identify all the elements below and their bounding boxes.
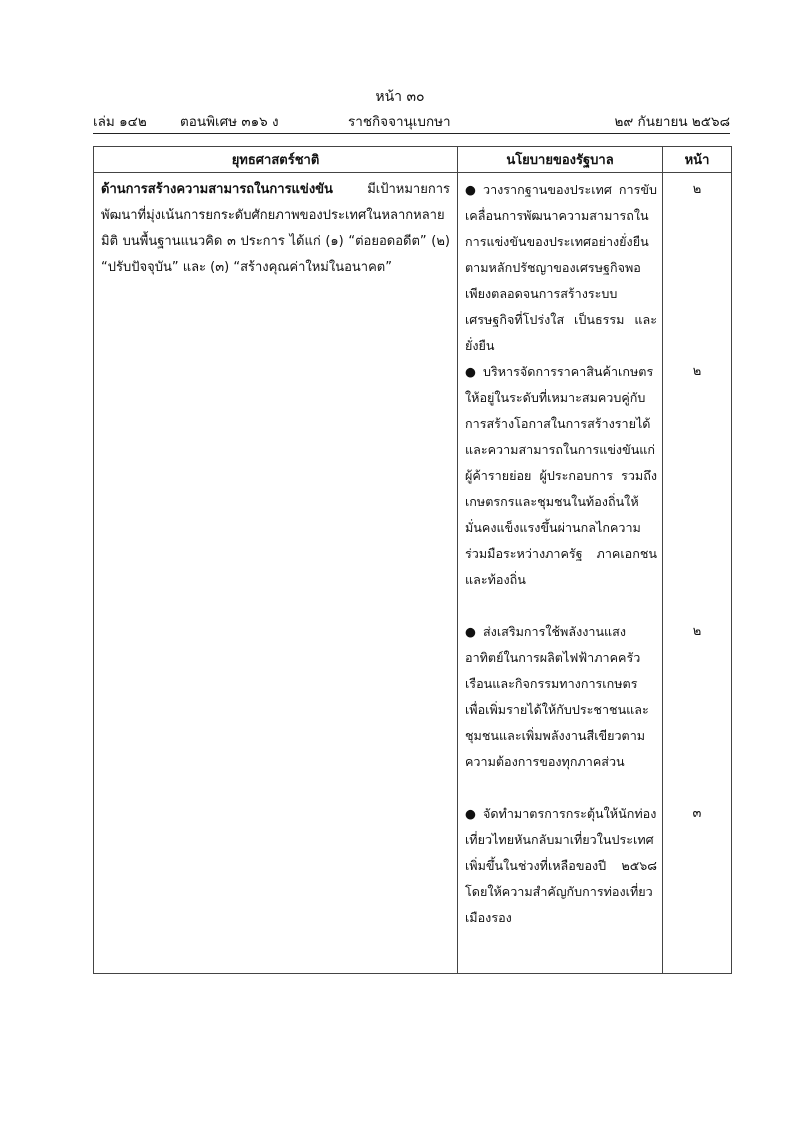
page-cell [663,173,732,974]
strategy-text: มีเป้าหมายการพัฒนาที่มุ่งเน้นการยกระดับศักยภาพของประเทศในหลากหลายมิติ บนพื้นฐานแนวคิด ๓ ประการ ได้แก่ (๑) “ต่อยอดอดีต” (๒) “ปรับปัจจุบัน” และ (๓) “สร้างคุณค่าใหม่ในอนาคต” [101,182,450,275]
volume-label: เล่ม ๑๔๒ [93,114,147,130]
strategy-lead: ด้านการสร้างความสามารถในการแข่งขัน [101,182,333,197]
gazette-header [93,110,730,132]
bullet-icon: ● [465,182,476,197]
page-references [663,173,731,827]
page-reference: ๓ [692,806,702,821]
page-reference: ๒ [692,624,702,639]
bullet-icon: ● [465,364,476,379]
bullet-icon: ● [465,806,476,821]
table-row [94,173,732,974]
publication-date: ๒๙ กันยายน ๒๕๖๘ [614,114,730,130]
page-number: หน้า ๓๐ [375,89,425,105]
column-header-policy: นโยบายของรัฐบาล [458,147,663,173]
policy-text: บริหารจัดการราคาสินค้าเกษตรให้อยู่ในระดับที่เหมาะสมควบคู่กับการสร้างโอกาสในการสร้างรายได้และความสามารถในการแข่งขันแก่ผู้ค้ารายย่อย ผู้ประกอบการ รวมถึงเกษตรกรและชุมชนในท้องถิ่นให้มั่นคงแข็งแรงขึ้นผ่านกลไกความร่วมมือระหว่างภาครัฐ ภาคเอกชน และท้องถิ่น [465,364,657,587]
column-header-page: หน้า [663,147,732,173]
policy-text: จัดทำมาตรการกระตุ้นให้นักท่องเที่ยวไทยหันกลับมาเที่ยวในประเทศเพิ่มขึ้นในช่วงที่เหลือของปี ๒๕๖๘ โดยให้ความสำคัญกับการท่องเที่ยวเมืองรอง [465,806,657,925]
policy-item [465,177,657,359]
issue-label: ตอนพิเศษ ๓๑๖ ง [180,114,279,130]
policy-list [458,173,662,931]
table-header-row [94,147,732,173]
bullet-icon: ● [465,624,476,639]
policy-table [93,146,732,974]
header-divider [93,133,730,134]
policy-item [465,801,657,931]
page-reference: ๒ [692,182,702,197]
gazette-title: ราชกิจจานุเบกษา [348,114,451,130]
policy-cell [458,173,663,974]
policy-text: ส่งเสริมการใช้พลังงานแสงอาทิตย์ในการผลิตไฟฟ้าภาคครัวเรือนและกิจกรรมทางการเกษตร เพื่อเพิ่มรายได้ให้กับประชาชนและชุมชนและเพิ่มพลังงานสีเขียวตามความต้องการของทุกภาคส่วน [465,624,649,769]
policy-item [465,619,657,801]
policy-text: วางรากฐานของประเทศ การขับเคลื่อนการพัฒนาความสามารถในการแข่งขันของประเทศอย่างยั่งยืนตามหลักปรัชญาของเศรษฐกิจพอเพียงตลอดจนการสร้างระบบเศรษฐกิจที่โปร่งใส เป็นธรรม และยั่งยืน [465,182,657,353]
strategy-cell [94,173,458,974]
policy-item [465,359,657,619]
strategy-paragraph [94,173,457,281]
column-header-strategy: ยุทธศาสตร์ชาติ [94,147,458,173]
page-reference: ๒ [692,364,702,379]
